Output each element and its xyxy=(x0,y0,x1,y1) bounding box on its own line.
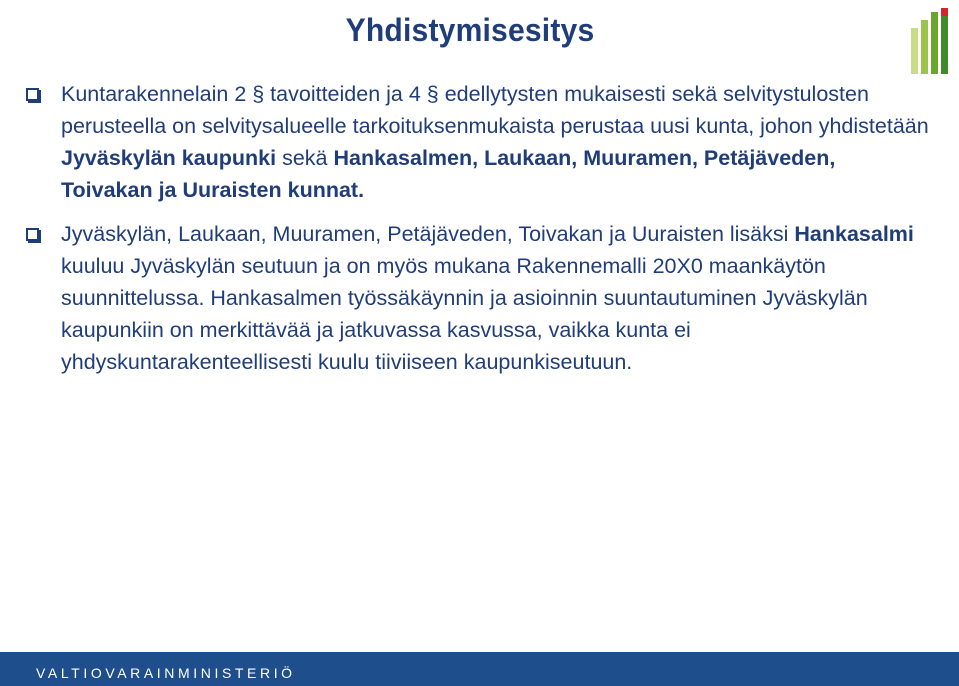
bullet-item xyxy=(26,218,931,378)
text-segment: kuuluu Jyväskylän seutuun ja on myös mukana Rakennemalli 20X0 maankäytön suunnittelussa. Hankasalmen työssäkäynnin ja asioinnin suuntautuminen Jyväskylän kaupunkiin on merkittävää ja jatkuvassa kasvussa, vaikka kunta ei yhdyskuntarakenteellisesti kuulu tiiviiseen kaupunkiseutuun. xyxy=(61,254,868,374)
bold-text-segment: Jyväskylän kaupunki xyxy=(61,146,277,170)
bold-text-segment: Hankasalmi xyxy=(794,222,914,246)
text-segment: sekä xyxy=(276,146,334,170)
bullet-text xyxy=(61,78,931,206)
bullet-text xyxy=(61,218,931,378)
bold-text-segment: Hankasalmen, Laukaan, Muuramen, Petäjäveden, Toivakan ja Uuraisten kunnat. xyxy=(61,146,836,202)
page-title: Yhdistymisesitys xyxy=(345,12,595,48)
bullet-item xyxy=(26,78,931,206)
footer-ministry-name: VALTIOVARAINMINISTERIÖ xyxy=(36,665,296,681)
text-segment: Jyväskylän, Laukaan, Muuramen, Petäjäveden, Toivakan ja Uuraisten lisäksi xyxy=(61,222,795,246)
checkbox-square-icon xyxy=(26,228,39,241)
footer-bar xyxy=(0,652,959,686)
text-segment: Kuntarakennelain 2 § tavoitteiden ja 4 § edellytysten mukaisesti sekä selvitystulosten perusteella on selvitysalueelle tarkoituksenmukaista perustaa uusi kunta, johon yhdistetään xyxy=(61,82,929,138)
checkbox-square-icon xyxy=(26,88,39,101)
ministry-bars-logo-icon xyxy=(909,6,955,78)
bullet-list xyxy=(26,78,931,390)
